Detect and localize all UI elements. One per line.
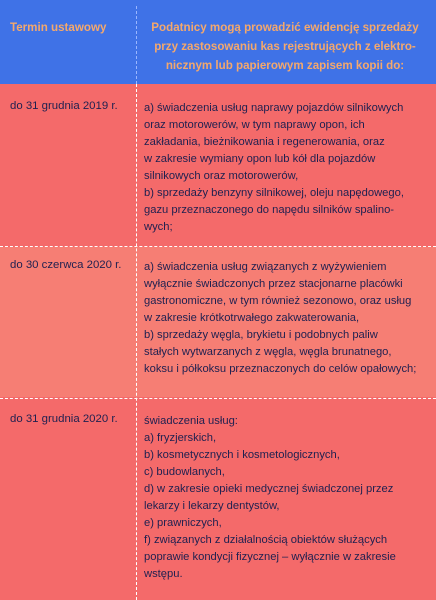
- row-description: [144, 100, 434, 236]
- description-line: świadczenia usług:: [144, 415, 238, 427]
- description-line: b) sprzedaży benzyny silnikowej, oleju napędowego,: [144, 187, 404, 199]
- description-line: gastronomiczne, w tym również sezonowo, oraz usług: [144, 295, 412, 307]
- header-line: nicznym lub papierowym zapisem kopii do:: [165, 59, 405, 72]
- description-line: oraz motorowerów, w tym naprawy opon, ich: [144, 119, 365, 131]
- header-line: Podatnicy mogą prowadzić ewidencję sprzedaży: [151, 21, 419, 34]
- description-line: gazu przeznaczonego do napędu silników spalino-: [144, 204, 395, 216]
- description-line: zakładania, bieżnikowania i regenerowania, oraz: [144, 136, 385, 148]
- header-col-description: [145, 18, 425, 75]
- description-line: b) kosmetycznych i kosmetologicznych,: [144, 449, 340, 461]
- description-line: f) związanych z działalnością obiektów służących: [144, 534, 388, 546]
- row-description: [144, 413, 434, 583]
- table-row: [0, 401, 436, 600]
- description-line: silnikowych oraz motorowerów,: [144, 170, 299, 182]
- description-line: w zakresie wymiany opon lub kół dla pojazdów: [144, 153, 376, 165]
- description-line: wych;: [144, 221, 173, 233]
- row-term: do 30 czerwca 2020 r.: [10, 259, 122, 271]
- row-term: do 31 grudnia 2020 r.: [10, 413, 118, 425]
- header-line: przy zastosowaniu kas rejestrujących z elektro-: [154, 40, 416, 53]
- description-line: wstępu.: [144, 568, 183, 580]
- description-line: poprawie kondycji fizycznej – wyłącznie w zakresie: [144, 551, 396, 563]
- description-line: lekarzy i lekarzy dentystów,: [144, 500, 280, 512]
- description-line: koksu i półkoksu przeznaczonych do celów opałowych;: [144, 363, 417, 375]
- row-description: [144, 259, 434, 378]
- description-line: a) fryzjerskich,: [144, 432, 217, 444]
- row-divider: [0, 398, 436, 399]
- description-line: stałych wytwarzanych z węgla, węgla brunatnego,: [144, 346, 392, 358]
- description-line: b) sprzedaży węgla, brykietu i podobnych paliw: [144, 329, 378, 341]
- header-col-term: Termin ustawowy: [10, 21, 107, 34]
- description-line: e) prawniczych,: [144, 517, 222, 529]
- description-line: wyłącznie świadczonych przez stacjonarne placówki: [144, 278, 403, 290]
- description-line: a) świadczenia usług naprawy pojazdów silnikowych: [144, 102, 404, 114]
- description-line: d) w zakresie opieki medycznej świadczonej przez: [144, 483, 394, 495]
- description-line: a) świadczenia usług związanych z wyżywieniem: [144, 261, 387, 273]
- table-row: [0, 88, 436, 246]
- table-row: [0, 247, 436, 397]
- table-header: [0, 0, 436, 84]
- description-line: c) budowlanych,: [144, 466, 225, 478]
- description-line: w zakresie krótkotrwałego zakwaterowania,: [144, 312, 360, 324]
- row-term: do 31 grudnia 2019 r.: [10, 100, 118, 112]
- column-divider: [136, 84, 137, 600]
- column-divider: [136, 6, 137, 84]
